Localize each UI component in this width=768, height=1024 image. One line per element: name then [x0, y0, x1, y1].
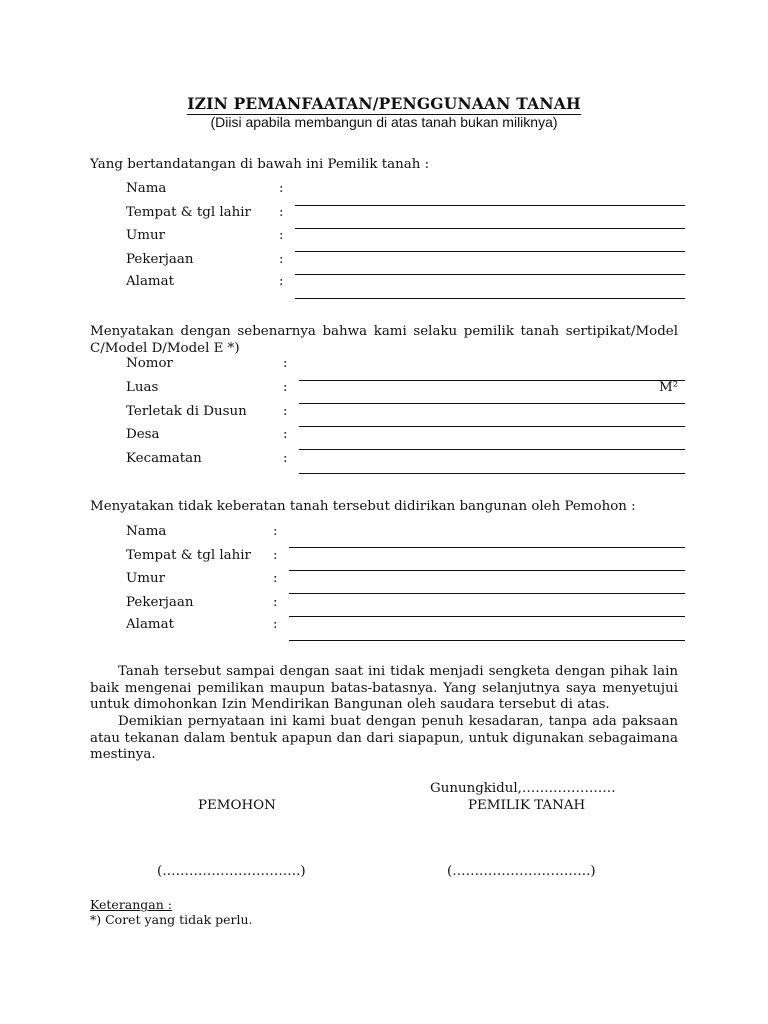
s3-colon: : — [273, 548, 278, 563]
s1-label-nama: Nama — [126, 181, 167, 196]
s2-line-kecamatan[interactable] — [299, 473, 685, 474]
s3-line-nama[interactable] — [289, 547, 685, 548]
s1-colon: : — [279, 205, 284, 220]
place-date: Gunungkidul,………………… — [430, 781, 616, 796]
s1-line-nama[interactable] — [295, 205, 685, 206]
s2-label-desa: Desa — [126, 427, 160, 442]
s2-line-desa[interactable] — [299, 449, 685, 450]
s3-label-umur: Umur — [126, 571, 166, 586]
s2-label-dusun: Terletak di Dusun — [126, 404, 247, 419]
signature-role-pemilik: PEMILIK TANAH — [468, 798, 586, 813]
s1-line-alamat[interactable] — [295, 298, 685, 299]
s1-label-ttl: Tempat & tgl lahir — [126, 205, 251, 220]
s2-label-nomor: Nomor — [126, 356, 173, 371]
s2-label-luas: Luas — [126, 380, 159, 395]
s2-colon: : — [283, 451, 288, 466]
signature-blank-pemohon[interactable]: (………………………….) — [157, 864, 306, 879]
s2-colon: : — [283, 427, 288, 442]
s1-label-alamat: Alamat — [126, 274, 174, 289]
s2-colon: : — [283, 356, 288, 371]
s1-colon: : — [279, 181, 284, 196]
s1-line-umur[interactable] — [295, 251, 685, 252]
document-subtitle: (Diisi apabila membangun di atas tanah bukan miliknya) — [210, 114, 558, 130]
s3-colon: : — [273, 617, 278, 632]
s2-unit-m2: M² — [659, 380, 679, 395]
s3-label-alamat: Alamat — [126, 617, 174, 632]
s1-line-ttl[interactable] — [295, 228, 685, 229]
s1-line-pekerjaan[interactable] — [295, 274, 685, 275]
s2-line-nomor[interactable] — [299, 380, 685, 381]
s1-label-umur: Umur — [126, 228, 166, 243]
s3-label-nama: Nama — [126, 524, 167, 539]
s1-label-pekerjaan: Pekerjaan — [126, 252, 194, 267]
s3-line-pekerjaan[interactable] — [289, 616, 685, 617]
s2-label-kecamatan: Kecamatan — [126, 451, 202, 466]
note-title: Keterangan : — [90, 897, 172, 912]
s3-colon: : — [273, 595, 278, 610]
s3-line-ttl[interactable] — [289, 570, 685, 571]
document-title: IZIN PEMANFAATAN/PENGGUNAAN TANAH — [187, 94, 581, 113]
note-text: *) Coret yang tidak perlu. — [90, 912, 253, 927]
s2-colon: : — [283, 380, 288, 395]
s1-colon: : — [279, 252, 284, 267]
s3-label-ttl: Tempat & tgl lahir — [126, 548, 251, 563]
statement-p1-text: Tanah tersebut sampai dengan saat ini tidak menjadi sengketa dengan pihak lain baik mengenai pemilikan maupun batas-batasnya. Yang selanjutnya saya menyetujui untuk dimohonkan Izin Mendirikan Bangunan oleh saudara tersebut di atas. — [90, 664, 678, 712]
signature-blank-pemilik[interactable]: (………………………….) — [447, 864, 596, 879]
s2-line-dusun[interactable] — [299, 426, 685, 427]
statement-paragraph-2 — [90, 714, 678, 764]
s1-colon: : — [279, 274, 284, 289]
s3-colon: : — [273, 524, 278, 539]
s3-line-alamat[interactable] — [289, 640, 685, 641]
section2-intro: Menyatakan dengan sebenarnya bahwa kami selaku pemilik tanah sertipikat/Model C/Model D/Model E *) — [90, 324, 678, 356]
statement-p2-text: Demikian pernyataan ini kami buat dengan penuh kesadaran, tanpa ada paksaan atau tekanan dalam bentuk apapun dan dari siapapun, untuk digunakan sebagaimana mestinya. — [90, 714, 678, 762]
s3-colon: : — [273, 571, 278, 586]
signature-role-pemohon: PEMOHON — [198, 798, 276, 813]
statement-paragraph-1 — [90, 664, 678, 714]
section1-intro: Yang bertandatangan di bawah ini Pemilik tanah : — [90, 157, 430, 172]
s2-colon: : — [283, 404, 288, 419]
s3-label-pekerjaan: Pekerjaan — [126, 595, 194, 610]
section3-intro: Menyatakan tidak keberatan tanah tersebut didirikan bangunan oleh Pemohon : — [90, 499, 636, 514]
s1-colon: : — [279, 228, 284, 243]
s2-line-luas[interactable] — [299, 403, 685, 404]
s3-line-umur[interactable] — [289, 593, 685, 594]
